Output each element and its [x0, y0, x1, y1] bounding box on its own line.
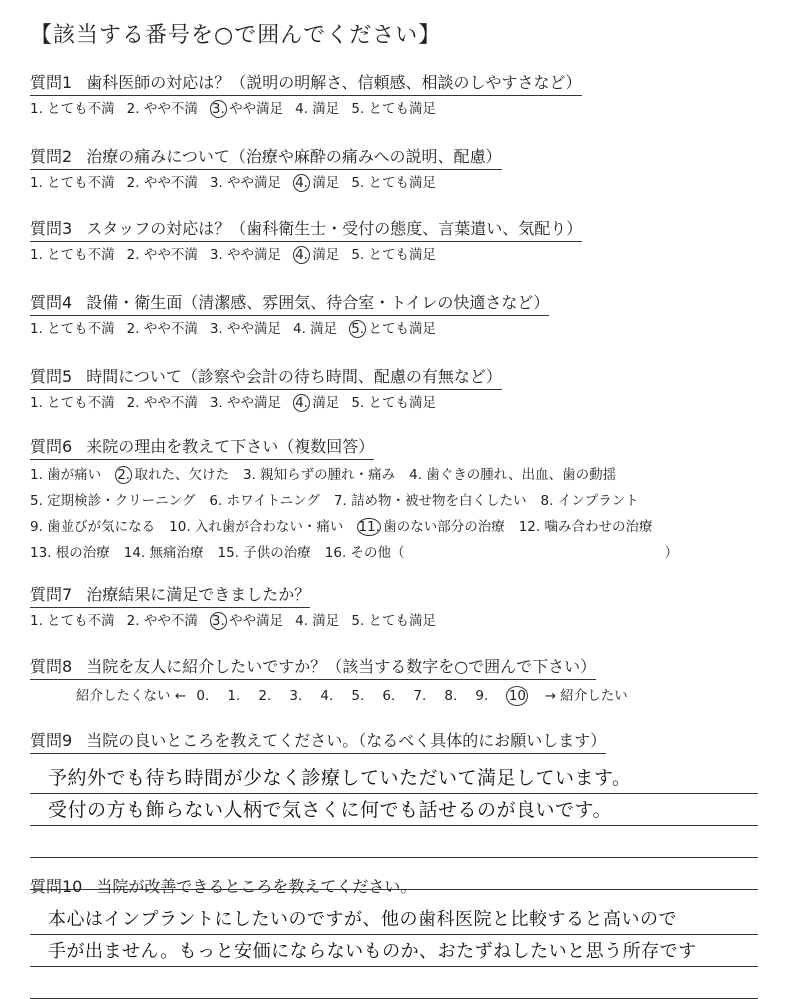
question-7-heading	[30, 582, 310, 608]
question-8-heading	[30, 654, 596, 680]
option-label: やや満足	[229, 613, 284, 629]
question-number: 質問1	[30, 73, 73, 92]
option-3[interactable]: 3. やや満足	[209, 395, 282, 411]
answer-options	[30, 99, 775, 119]
option-2[interactable]: 2. やや不満	[126, 247, 198, 263]
option-2[interactable]: 2. やや不満	[126, 395, 198, 411]
option-label: 歯のない部分の治療	[383, 519, 505, 535]
answer-lines[interactable]	[30, 762, 758, 890]
question-number: 質問4	[30, 293, 73, 312]
option-1[interactable]: 1. とても不満	[30, 395, 115, 411]
circled-number: 5.	[349, 320, 366, 338]
question-2-heading	[30, 144, 502, 170]
answer-options	[30, 393, 775, 413]
reason-15[interactable]: 15. 子供の治療	[217, 545, 311, 561]
reason-8[interactable]: 8. インプラント	[540, 493, 639, 509]
scale-2[interactable]: 2.	[258, 688, 272, 704]
question-text: 時間について（診察や会計の待ち時間、配慮の有無など）	[86, 367, 502, 386]
option-5-circled[interactable]	[349, 319, 436, 339]
question-text: 当院が改善できるところを教えてください。	[96, 877, 417, 896]
question-7	[30, 582, 775, 631]
option-label: やや満足	[229, 101, 284, 117]
handwritten-answer: 予約外でも待ち時間が少なく診療していただいて満足しています。	[48, 767, 632, 789]
reason-1[interactable]: 1. 歯が痛い	[30, 467, 102, 483]
answer-line	[30, 794, 758, 826]
handwritten-answer: 本心はインプラントにしたいのですが、他の歯科医院と比較すると高いので	[48, 909, 677, 930]
option-4-circled[interactable]	[293, 173, 339, 193]
option-3-circled[interactable]	[210, 611, 283, 631]
question-5	[30, 364, 775, 413]
other-close-paren: ）	[664, 545, 679, 561]
question-text: 来院の理由を教えて下さい（複数回答）	[86, 437, 375, 456]
question-text: 治療の痛みについて（治療や麻酔の痛みへの説明、配慮）	[86, 147, 502, 166]
scale-4[interactable]: 4.	[320, 688, 334, 704]
answer-line	[30, 967, 758, 999]
reason-5[interactable]: 5. 定期検診・クリーニング	[30, 493, 196, 509]
answer-options	[30, 319, 775, 339]
scale-left-label: 紹介したくない ←	[76, 688, 187, 704]
answer-options	[30, 245, 775, 265]
reason-11-circled[interactable]	[357, 514, 504, 540]
reason-16[interactable]	[325, 540, 678, 566]
answer-line	[30, 903, 758, 935]
answer-line	[30, 762, 758, 794]
reason-14[interactable]: 14. 無痛治療	[123, 545, 204, 561]
option-1[interactable]: 1. とても不満	[30, 101, 115, 117]
question-5-heading	[30, 364, 502, 390]
handwritten-answer: 手が出ません。もっと安価にならないものか、おたずねしたいと思う所存です	[48, 941, 697, 962]
option-5[interactable]: 5. とても満足	[351, 613, 436, 629]
answer-line	[30, 826, 758, 858]
question-6	[30, 434, 775, 566]
circled-number: 10	[506, 686, 528, 706]
option-label: 16. その他（	[324, 545, 405, 561]
question-text: 設備・衛生面（清潔感、雰囲気、待合室・トイレの快適さなど）	[86, 293, 550, 312]
question-9	[30, 728, 775, 890]
option-label: とても満足	[368, 321, 436, 337]
question-number: 質問7	[30, 585, 73, 604]
circled-number: 4.	[293, 394, 310, 412]
question-number: 質問5	[30, 367, 73, 386]
question-1	[30, 70, 775, 119]
option-1[interactable]: 1. とても不満	[30, 175, 115, 191]
scale-5[interactable]: 5.	[351, 688, 365, 704]
option-3-circled[interactable]	[210, 99, 283, 119]
option-1[interactable]: 1. とても不満	[30, 247, 115, 263]
question-text: 歯科医師の対応は？（説明の明解さ、信頼感、相談のしやすさなど）	[86, 73, 582, 92]
scale-right-label: → 紹介したい	[544, 688, 628, 704]
option-1[interactable]: 1. とても不満	[30, 321, 115, 337]
recommend-scale	[30, 684, 775, 706]
reason-6[interactable]: 6. ホワイトニング	[209, 493, 320, 509]
option-4-circled[interactable]	[293, 245, 339, 265]
options-row	[30, 488, 775, 514]
circled-number: 3.	[210, 612, 227, 630]
reason-2-circled[interactable]	[115, 462, 229, 488]
option-3[interactable]: 3. やや満足	[209, 175, 282, 191]
scale-9[interactable]: 9.	[475, 688, 489, 704]
scale-3[interactable]: 3.	[289, 688, 303, 704]
question-1-heading	[30, 70, 582, 96]
scale-1[interactable]: 1.	[227, 688, 241, 704]
question-3	[30, 216, 775, 265]
option-label: 満足	[312, 175, 340, 191]
question-text: 治療結果に満足できましたか？	[86, 585, 311, 604]
question-3-heading	[30, 216, 582, 242]
question-6-heading	[30, 434, 374, 460]
question-number: 質問10	[30, 877, 83, 896]
question-number: 質問6	[30, 437, 73, 456]
option-3[interactable]: 3. やや満足	[209, 247, 282, 263]
answer-options	[30, 462, 775, 566]
option-5[interactable]: 5. とても満足	[351, 101, 436, 117]
question-10	[30, 874, 775, 999]
option-label: 満足	[312, 247, 340, 263]
reason-4[interactable]: 4. 歯ぐきの腫れ、出血、歯の動揺	[409, 467, 617, 483]
scale-8[interactable]: 8.	[444, 688, 458, 704]
scale-7[interactable]: 7.	[413, 688, 427, 704]
option-4[interactable]: 4. 満足	[295, 101, 340, 117]
handwritten-answer: 受付の方も飾らない人柄で気さくに何でも話せるのが良いです。	[48, 799, 612, 821]
options-row	[30, 514, 775, 540]
option-2[interactable]: 2. やや不満	[126, 613, 198, 629]
scale-0[interactable]: 0.	[196, 688, 210, 704]
question-text: 当院の良いところを教えてください。（なるべく具体的にお願いします）	[86, 731, 607, 750]
options-row	[30, 540, 775, 566]
answer-line	[30, 935, 758, 967]
option-4[interactable]: 4. 満足	[293, 321, 338, 337]
page-title: 【該当する番号を○で囲んでください】	[30, 23, 442, 48]
circled-number: 4.	[293, 174, 310, 192]
options-row	[30, 462, 775, 488]
answer-options	[30, 173, 775, 193]
reason-13[interactable]: 13. 根の治療	[30, 545, 110, 561]
option-label: 満足	[312, 395, 340, 411]
question-text: スタッフの対応は？（歯科衛生士・受付の態度、言葉遣い、気配り）	[86, 219, 583, 238]
question-text: 当院を友人に紹介したいですか？（該当する数字を○で囲んで下さい）	[86, 657, 597, 676]
option-2[interactable]: 2. やや不満	[126, 101, 198, 117]
option-3[interactable]: 3. やや満足	[209, 321, 282, 337]
question-8	[30, 654, 775, 706]
reason-12[interactable]: 12. 噛み合わせの治療	[518, 519, 653, 535]
scale-6[interactable]: 6.	[382, 688, 396, 704]
circled-number: 11.	[358, 519, 380, 535]
question-number: 質問8	[30, 657, 73, 676]
option-5[interactable]: 5. とても満足	[351, 175, 436, 191]
option-2[interactable]: 2. やや不満	[126, 321, 198, 337]
circled-number: 4.	[293, 246, 310, 264]
scale-10-circled[interactable]	[506, 686, 528, 706]
reason-9[interactable]: 9. 歯並びが気になる	[30, 519, 156, 535]
question-number: 質問2	[30, 147, 73, 166]
reason-7[interactable]: 7. 詰め物・被せ物を白くしたい	[333, 493, 527, 509]
option-label: 取れた、欠けた	[134, 467, 229, 483]
option-4-circled[interactable]	[293, 393, 339, 413]
option-5[interactable]: 5. とても満足	[351, 247, 436, 263]
question-2	[30, 144, 775, 193]
reason-10[interactable]: 10. 入れ歯が合わない・痛い	[169, 519, 344, 535]
question-4	[30, 290, 775, 339]
circled-number: 2.	[115, 466, 132, 484]
option-1[interactable]: 1. とても不満	[30, 613, 115, 629]
question-number: 質問9	[30, 731, 73, 750]
question-10-heading	[30, 874, 416, 899]
reason-3[interactable]: 3. 親知らずの腫れ・痛み	[242, 467, 396, 483]
question-number: 質問3	[30, 219, 73, 238]
answer-options	[30, 611, 775, 631]
option-5[interactable]: 5. とても満足	[351, 395, 436, 411]
question-4-heading	[30, 290, 549, 316]
answer-lines[interactable]	[30, 903, 758, 999]
circled-number: 3.	[210, 100, 227, 118]
question-9-heading	[30, 728, 606, 754]
option-2[interactable]: 2. やや不満	[126, 175, 198, 191]
option-4[interactable]: 4. 満足	[295, 613, 340, 629]
